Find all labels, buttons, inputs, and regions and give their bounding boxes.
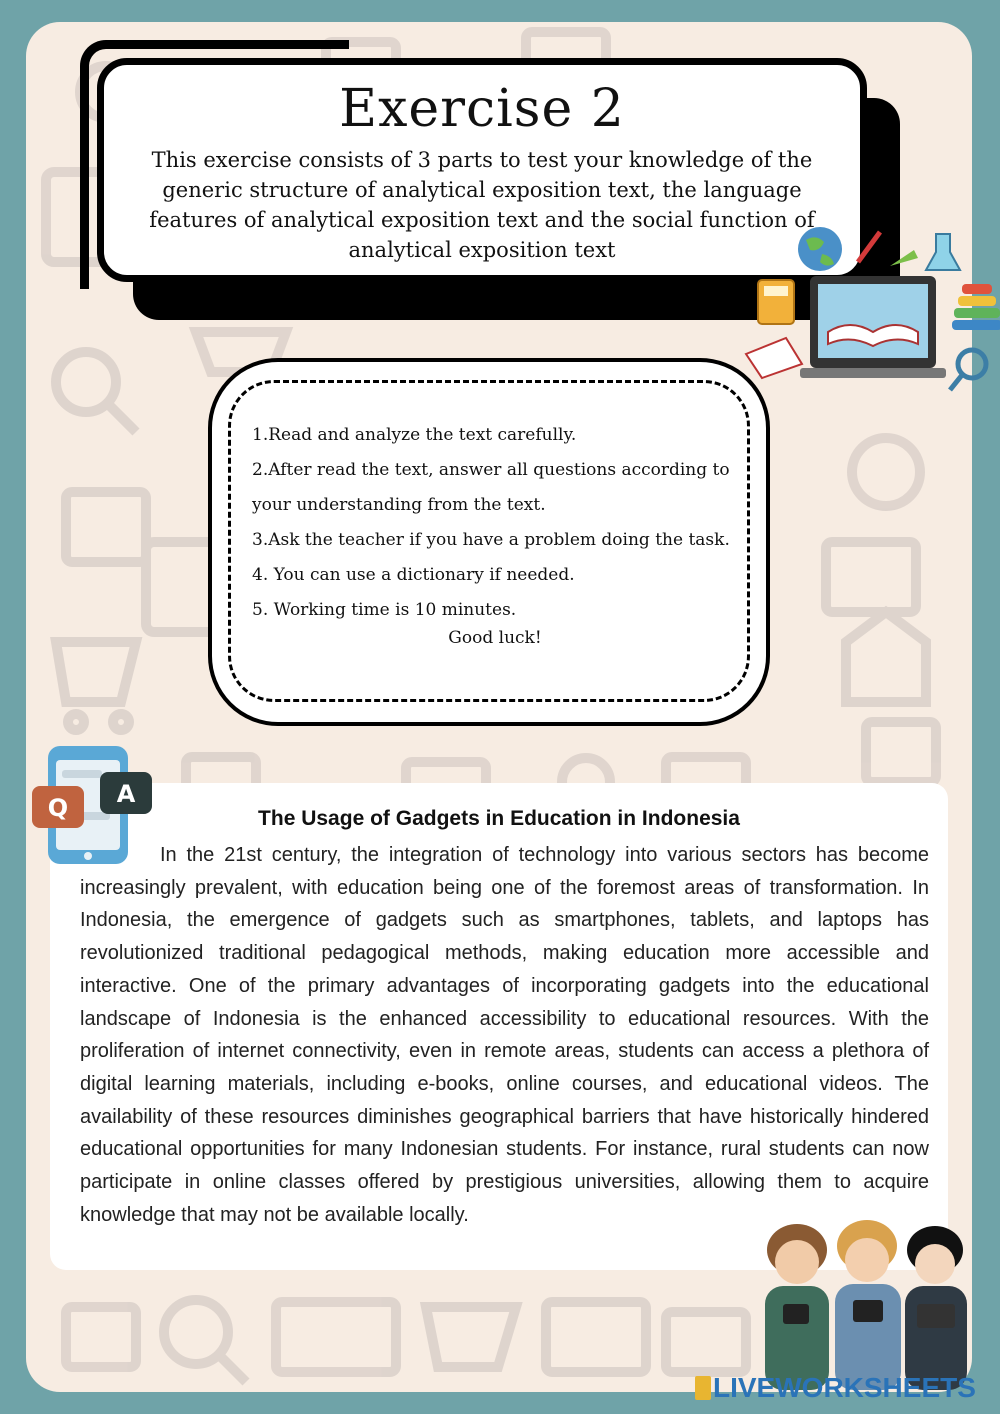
instruction-item: 5. Working time is 10 minutes. bbox=[252, 600, 517, 620]
pencil-icon bbox=[858, 232, 880, 262]
qa-phone-icon bbox=[30, 742, 160, 867]
page-title: Exercise 2 bbox=[339, 79, 625, 139]
school-illustration bbox=[740, 222, 1000, 397]
flask-icon bbox=[926, 234, 960, 270]
students-with-gadgets-illustration bbox=[755, 1220, 980, 1390]
liveworksheets-logo bbox=[695, 1372, 976, 1404]
notebook-icon bbox=[746, 338, 802, 378]
stacking-toy-icon bbox=[952, 284, 1000, 330]
magnifier-icon bbox=[958, 350, 986, 378]
liveworksheets-badge-icon bbox=[695, 1376, 711, 1400]
instructions-list bbox=[252, 418, 752, 628]
liveworksheets-text: LIVEWORKSHEETS bbox=[713, 1372, 976, 1403]
reading-title: The Usage of Gadgets in Education in Indonesia bbox=[258, 807, 740, 830]
exercise-description: This exercise consists of 3 parts to test your knowledge of the generic structure of analytical exposition text, the language features of analytical exposition text and the social function of analytical exposition text bbox=[149, 148, 815, 262]
instruction-item: 4. You can use a dictionary if needed. bbox=[252, 565, 575, 585]
good-luck-text: Good luck! bbox=[448, 628, 542, 648]
globe-icon bbox=[798, 227, 842, 271]
q-label: Q bbox=[47, 794, 69, 822]
instruction-item: 1.Read and analyze the text carefully. bbox=[252, 425, 577, 445]
instruction-item: 2.After read the text, answer all questions according to your understanding from the text. bbox=[252, 460, 730, 515]
a-label: A bbox=[116, 780, 136, 808]
brush-icon bbox=[890, 250, 918, 266]
reading-passage: In the 21st century, the integration of technology into various sectors has become increasingly prevalent, with education being one of the foremost areas of transformation. In Indonesia, the emergence of gadgets such as smartphones, tablets, and laptops has revolutionized traditional pedagogical methods, making education more accessible and interactive. One of the primary advantages of incorporating gadgets into the educational landscape of Indonesia is the enhanced accessibility to educational resources. With the proliferation of internet connectivity, even in remote areas, students can access a plethora of digital learning materials, including e-books, online courses, and educational videos. The availability of these resources diminishes geographical barriers that have historically hindered educational opportunities for many Indonesian students. For instance, rural students can now participate in online classes offered by prestigious universities, allowing them to acquire knowledge that may not be available locally. bbox=[80, 844, 929, 1226]
instruction-item: 3.Ask the teacher if you have a problem doing the task. bbox=[252, 530, 730, 550]
